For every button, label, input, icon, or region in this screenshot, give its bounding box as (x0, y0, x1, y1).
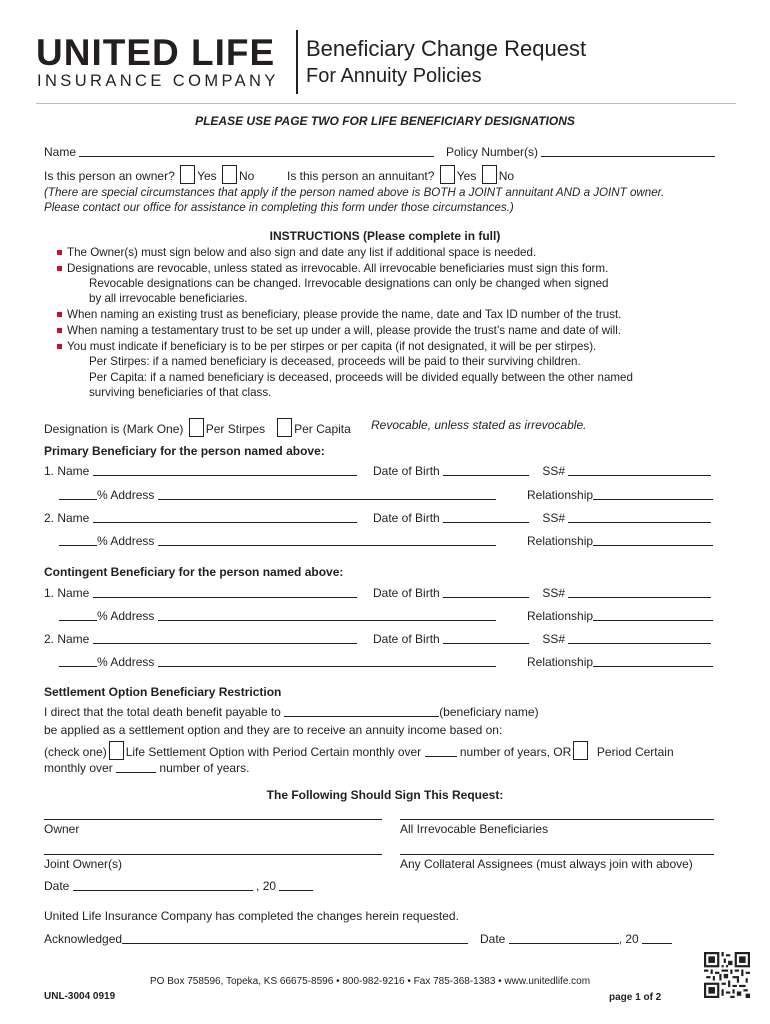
primary-2-relationship-field[interactable] (593, 545, 713, 546)
primary-2-name-row (44, 511, 357, 525)
annuitant-no-checkbox[interactable] (482, 165, 497, 184)
dob-label: Date of Birth (373, 464, 440, 478)
contingent-1-relationship-row (527, 609, 713, 623)
primary-1-ss-field[interactable] (568, 475, 711, 476)
settlement-line-2: be applied as a settlement option and they are to receive an annuity income based on: (44, 723, 503, 737)
percent-label: % (97, 609, 108, 623)
signatures-heading: The Following Should Sign This Request: (266, 788, 504, 802)
owner-no-checkbox[interactable] (222, 165, 237, 184)
contingent-2-address-field[interactable] (158, 666, 496, 667)
assignees-signature-line[interactable] (400, 854, 714, 855)
joint-owner-signature-label: Joint Owner(s) (44, 857, 123, 871)
percent-label: % (97, 655, 108, 669)
primary-2-address-row (59, 534, 496, 548)
primary-2-name-field[interactable] (93, 522, 357, 523)
contingent-1-percent-field[interactable] (59, 620, 97, 621)
instruction-line: When naming an existing trust as beneficiary, please provide the name, date and Tax ID number of the trust. (67, 308, 622, 321)
relationship-label: Relationship (527, 488, 594, 502)
bullet-icon (57, 266, 62, 271)
assignees-signature-label: Any Collateral Assignees (must always join with above) (400, 857, 693, 871)
contingent-2-percent-field[interactable] (59, 666, 97, 667)
instructions-heading: INSTRUCTIONS (Please complete in full) (269, 229, 501, 243)
year-prefix: , 20 (256, 879, 277, 893)
policy-row (446, 145, 715, 159)
primary-2-relationship-row (527, 534, 713, 548)
contingent-1-name-field[interactable] (93, 597, 357, 598)
footer-address: PO Box 758596, Topeka, KS 66675-8596 • 800-982-9216 • Fax 785-368-1383 • www.unitedlife.com (150, 976, 591, 987)
ss-label: SS# (542, 632, 566, 646)
company-logo-main: UNITED LIFE (36, 32, 276, 73)
contingent-2-name-row (44, 632, 357, 646)
annuitant-yes-label: Yes (456, 169, 477, 183)
owner-yes-label: Yes (197, 169, 217, 183)
owner-signature-line[interactable] (44, 819, 382, 820)
company-completed-text: United Life Insurance Company has completed the changes herein requested. (44, 909, 459, 923)
annuitant-no-label: No (498, 169, 515, 183)
bullet-icon (57, 328, 62, 333)
owner-question-row (44, 165, 254, 184)
instruction-line: When naming a testamentary trust to be set up under a will, please provide the trust’s name and date of will. (67, 324, 622, 337)
instruction-line: by all irrevocable beneficiaries. (89, 292, 248, 305)
signature-date-field[interactable] (73, 890, 253, 891)
policy-number-field[interactable] (541, 156, 715, 157)
contingent-1-ss-field[interactable] (568, 597, 711, 598)
settlement-text: (check one) (44, 745, 107, 759)
name-label: Name (44, 145, 77, 159)
joint-owner-signature-line[interactable] (44, 854, 382, 855)
name-label: 2. Name (44, 511, 90, 525)
acknowledged-row (44, 932, 468, 946)
bullet-icon (57, 344, 62, 349)
name-row (44, 145, 434, 159)
relationship-label: Relationship (527, 609, 594, 623)
settlement-text: number of years, OR (459, 745, 572, 759)
settlement-text: monthly over (44, 761, 113, 775)
contingent-2-dob-field[interactable] (443, 643, 529, 644)
contingent-2-relationship-row (527, 655, 713, 669)
page-two-notice: PLEASE USE PAGE TWO FOR LIFE BENEFICIARY DESIGNATIONS (195, 114, 575, 128)
primary-1-dob-row (373, 464, 711, 478)
primary-1-dob-field[interactable] (443, 475, 529, 476)
acknowledged-label: Acknowledged (44, 932, 123, 946)
primary-1-name-field[interactable] (93, 475, 357, 476)
per-capita-checkbox[interactable] (277, 418, 292, 437)
annuitant-yes-checkbox[interactable] (440, 165, 455, 184)
primary-1-name-row (44, 464, 357, 478)
header-divider (296, 30, 298, 94)
joint-note-line-1: (There are special circumstances that apply if the person named above is BOTH a JOINT annuitant AND a JOINT owner. (44, 186, 665, 199)
annuitant-question: Is this person an annuitant? (287, 169, 435, 183)
contingent-2-name-field[interactable] (93, 643, 357, 644)
settlement-line-1 (44, 705, 539, 719)
dob-label: Date of Birth (373, 511, 440, 525)
form-subtitle: For Annuity Policies (306, 65, 482, 87)
address-label: Address (110, 534, 155, 548)
designation-row (44, 418, 351, 437)
primary-2-address-field[interactable] (158, 545, 496, 546)
contingent-heading: Contingent Beneficiary for the person named above: (44, 565, 344, 579)
instruction-line: Revocable designations can be changed. Irrevocable designations can only be changed when signed (89, 277, 609, 290)
instruction-line: You must indicate if beneficiary is to be per stirpes or per capita (if not designated, it will be per stirpes). (67, 340, 597, 353)
contingent-1-name-row (44, 586, 357, 600)
contingent-1-address-row (59, 609, 496, 623)
designation-note: Revocable, unless stated as irrevocable. (371, 418, 587, 432)
owner-yes-checkbox[interactable] (180, 165, 195, 184)
primary-heading: Primary Beneficiary for the person named above: (44, 444, 325, 458)
bullet-icon (57, 312, 62, 317)
settlement-text: I direct that the total death benefit payable to (44, 705, 281, 719)
primary-2-percent-field[interactable] (59, 545, 97, 546)
primary-1-address-field[interactable] (158, 499, 496, 500)
contingent-2-address-row (59, 655, 496, 669)
instruction-line: Per Capita: if a named beneficiary is deceased, proceeds will be divided equally between the other named (89, 371, 633, 384)
qr-code-icon (704, 952, 750, 998)
irrevocable-signature-line[interactable] (400, 819, 714, 820)
owner-no-label: No (239, 169, 255, 183)
instruction-line: The Owner(s) must sign below and also sign and date any list if additional space is needed. (67, 246, 537, 259)
name-label: 1. Name (44, 464, 90, 478)
irrevocable-signature-label: All Irrevocable Beneficiaries (400, 822, 549, 836)
instruction-line: surviving beneficiaries of that class. (89, 386, 272, 399)
ss-label: SS# (542, 464, 566, 478)
year-prefix: , 20 (618, 932, 639, 946)
owner-signature-label: Owner (44, 822, 80, 836)
settlement-text: number of years. (159, 761, 250, 775)
primary-1-percent-field[interactable] (59, 499, 97, 500)
primary-1-relationship-field[interactable] (593, 499, 713, 500)
owner-question: Is this person an owner? (44, 169, 175, 183)
contingent-1-relationship-field[interactable] (593, 620, 713, 621)
header-rule (36, 103, 736, 104)
form-title: Beneficiary Change Request (306, 36, 587, 61)
signature-year-field[interactable] (279, 890, 313, 891)
settlement-text: Period Certain (596, 745, 674, 759)
joint-note-line-2: Please contact our office for assistance in completing this form under those circumstances.) (44, 201, 514, 214)
contingent-2-dob-row (373, 632, 711, 646)
company-date-field[interactable] (509, 943, 619, 944)
annuitant-question-row (287, 165, 514, 184)
contingent-2-ss-field[interactable] (568, 643, 711, 644)
date-label: Date (480, 932, 506, 946)
policy-label: Policy Number(s) (446, 145, 539, 159)
period-certain-checkbox[interactable] (573, 741, 588, 760)
life-settlement-checkbox[interactable] (109, 741, 124, 760)
contingent-1-dob-row (373, 586, 711, 600)
ss-label: SS# (542, 511, 566, 525)
contingent-2-relationship-field[interactable] (593, 666, 713, 667)
bullet-icon (57, 250, 62, 255)
designation-label: Designation is (Mark One) (44, 422, 184, 436)
percent-label: % (97, 534, 108, 548)
relationship-label: Relationship (527, 534, 594, 548)
settlement-text: (beneficiary name) (439, 705, 539, 719)
settlement-heading: Settlement Option Beneficiary Restriction (44, 685, 282, 699)
instruction-line: Per Stirpes: if a named beneficiary is deceased, proceeds will be paid to their surviving children. (89, 355, 581, 368)
period-certain-years-field[interactable] (116, 772, 156, 773)
primary-2-dob-field[interactable] (443, 522, 529, 523)
dob-label: Date of Birth (373, 632, 440, 646)
contingent-1-address-field[interactable] (158, 620, 496, 621)
primary-1-relationship-row (527, 488, 713, 502)
primary-2-dob-row (373, 511, 711, 525)
percent-label: % (97, 488, 108, 502)
company-logo-sub: INSURANCE COMPANY (37, 72, 279, 90)
settlement-line-4 (44, 761, 249, 775)
company-year-field[interactable] (642, 943, 672, 944)
per-stirpes-label: Per Stirpes (205, 422, 266, 436)
name-field[interactable] (79, 156, 434, 157)
primary-1-address-row (59, 488, 496, 502)
page-number: page 1 of 2 (609, 992, 662, 1003)
company-date-row (480, 932, 672, 946)
instruction-line: Designations are revocable, unless stated as irrevocable. All irrevocable beneficiaries must sign this form. (67, 262, 609, 275)
relationship-label: Relationship (527, 655, 594, 669)
ss-label: SS# (542, 586, 566, 600)
name-label: 1. Name (44, 586, 90, 600)
primary-2-ss-field[interactable] (568, 522, 711, 523)
contingent-1-dob-field[interactable] (443, 597, 529, 598)
settlement-beneficiary-name-field[interactable] (284, 716, 439, 717)
signature-date-row (44, 879, 313, 893)
settlement-years-field[interactable] (425, 756, 457, 757)
settlement-text: Life Settlement Option with Period Certain monthly over (125, 745, 422, 759)
address-label: Address (110, 655, 155, 669)
address-label: Address (110, 609, 155, 623)
settlement-line-3 (44, 741, 674, 760)
dob-label: Date of Birth (373, 586, 440, 600)
per-stirpes-checkbox[interactable] (189, 418, 204, 437)
name-label: 2. Name (44, 632, 90, 646)
address-label: Address (110, 488, 155, 502)
date-label: Date (44, 879, 70, 893)
form-number: UNL-3004 0919 (44, 991, 116, 1002)
acknowledged-field[interactable] (122, 943, 468, 944)
per-capita-label: Per Capita (294, 422, 351, 436)
